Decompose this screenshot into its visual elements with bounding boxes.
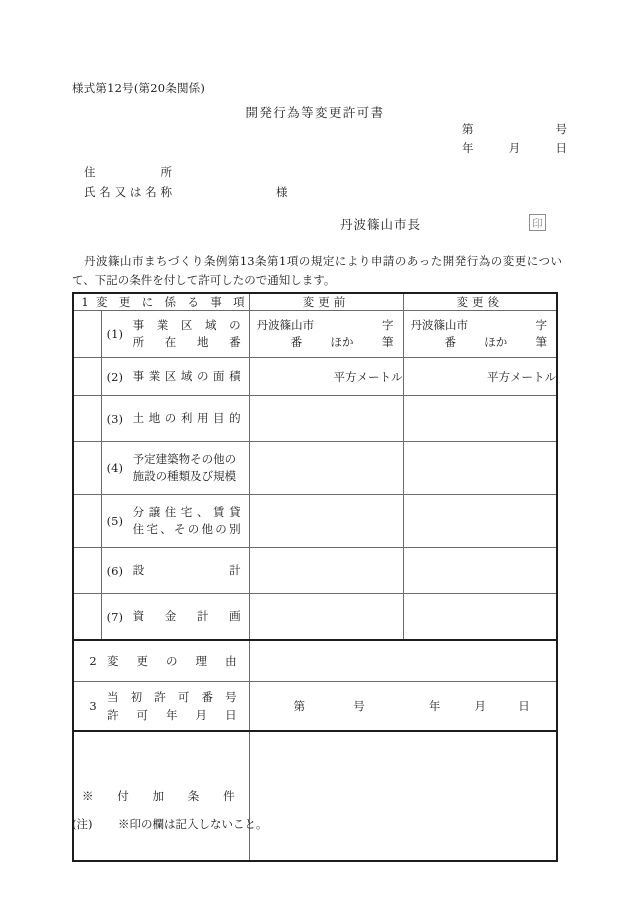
original-permit-no: 3 bbox=[89, 699, 97, 713]
row-gutter bbox=[73, 358, 101, 396]
table-row bbox=[73, 311, 557, 358]
row-gutter bbox=[73, 396, 101, 442]
row-before-cell-1[interactable] bbox=[249, 311, 403, 358]
date-month-label: 月 bbox=[508, 141, 521, 155]
after-hitsu-1: 筆 bbox=[535, 335, 547, 349]
recipient-address-label: 住所 bbox=[84, 165, 172, 179]
row-no-7: (7) bbox=[106, 609, 123, 624]
row-before-cell-6[interactable] bbox=[249, 548, 403, 594]
row-before-cell-7[interactable] bbox=[249, 594, 403, 641]
table-header-row bbox=[73, 293, 557, 311]
row-after-cell-1[interactable] bbox=[403, 311, 557, 358]
table-row bbox=[73, 495, 557, 548]
row-label-4: 予定建築物その他の 施設の種類及び規模 bbox=[132, 452, 237, 483]
row-before-cell-3[interactable] bbox=[249, 396, 403, 442]
table-row-conditions bbox=[73, 731, 557, 861]
row-gutter bbox=[73, 548, 101, 594]
table-row bbox=[73, 548, 557, 594]
row-label-2: 事業区域の面積 bbox=[132, 369, 241, 383]
permit-day-label: 日 bbox=[518, 699, 530, 713]
row-label-3: 土地の利用目的 bbox=[132, 411, 241, 425]
table-row bbox=[73, 396, 557, 442]
row-after-cell-3[interactable] bbox=[403, 396, 557, 442]
row-label-cell-5 bbox=[101, 495, 249, 548]
table-row-original-permit bbox=[73, 682, 557, 732]
page-title: 開発行為等変更許可書 bbox=[245, 105, 385, 120]
original-permit-value-cell[interactable] bbox=[249, 682, 557, 732]
row-label-cell-2 bbox=[101, 358, 249, 396]
conditions-label: ※付加条件 bbox=[82, 789, 235, 803]
row-before-cell-4[interactable] bbox=[249, 442, 403, 495]
table-row-reason bbox=[73, 640, 557, 682]
recipient-honorific: 様 bbox=[276, 185, 288, 199]
row-no-5: (5) bbox=[106, 514, 123, 528]
row-after-cell-5[interactable] bbox=[403, 495, 557, 548]
before-hitsu-1: 筆 bbox=[382, 335, 394, 349]
date-year-label: 年 bbox=[462, 141, 474, 155]
row-no-1: (1) bbox=[106, 327, 123, 341]
row-no-4: (4) bbox=[106, 461, 123, 475]
row-label-cell-3 bbox=[101, 396, 249, 442]
reason-label-cell bbox=[73, 640, 249, 682]
permit-month-label: 月 bbox=[474, 699, 487, 713]
before-ban-1: 番 bbox=[290, 335, 303, 349]
row-no-2: (2) bbox=[106, 369, 123, 384]
permit-number-suffix: 号 bbox=[353, 699, 365, 713]
after-aza-1: 字 bbox=[535, 318, 547, 332]
conditions-value-cell[interactable] bbox=[249, 731, 557, 861]
row-gutter bbox=[73, 495, 101, 548]
header-item-cell bbox=[73, 293, 249, 311]
after-city-1: 丹波篠山市 bbox=[410, 318, 469, 332]
row-gutter bbox=[73, 442, 101, 495]
row-label-cell-1 bbox=[101, 311, 249, 358]
date-day-label: 日 bbox=[555, 141, 567, 155]
permit-number-prefix: 第 bbox=[293, 699, 306, 713]
row-gutter bbox=[73, 594, 101, 641]
header-section-no: 1 bbox=[81, 295, 89, 309]
row-label-7: 資金計画 bbox=[132, 609, 241, 623]
row-no-3: (3) bbox=[106, 411, 123, 426]
before-hoka-1: ほか bbox=[330, 335, 354, 349]
seal-stamp-icon: 印 bbox=[529, 214, 546, 231]
recipient-name-line bbox=[84, 182, 288, 202]
header-before-cell: 変更前 bbox=[249, 293, 403, 311]
intro-paragraph: 丹波篠山市まちづくり条例第13条第1項の規定により申請のあった開発行為の変更について、下記の条件を付して許可したので通知します。 bbox=[72, 254, 562, 287]
footer-note bbox=[72, 816, 268, 832]
reason-label: 変更の理由 bbox=[107, 654, 237, 668]
table-row bbox=[73, 442, 557, 495]
reason-value-cell[interactable] bbox=[249, 640, 557, 682]
row-label-6: 設計 bbox=[132, 563, 241, 577]
reason-no: 2 bbox=[89, 654, 97, 668]
row-label-cell-7 bbox=[101, 594, 249, 641]
issuer-title: 丹波篠山市長 bbox=[340, 217, 422, 232]
row-label-1: 事業区域の 所在地番 bbox=[132, 318, 241, 349]
recipient-name-label: 氏名又は名称 bbox=[84, 185, 172, 199]
row-gutter bbox=[73, 311, 101, 358]
header-item-title: 変更に係る事項 bbox=[96, 295, 245, 309]
header-after-cell: 変更後 bbox=[403, 293, 557, 311]
document-number-suffix: 号 bbox=[555, 122, 567, 136]
row-after-cell-4[interactable] bbox=[403, 442, 557, 495]
recipient-address-line bbox=[84, 162, 172, 182]
original-permit-label-cell bbox=[73, 682, 249, 732]
before-city-1: 丹波篠山市 bbox=[256, 318, 315, 332]
permit-year-label: 年 bbox=[428, 699, 441, 713]
footer-note-text: ※印の欄は記入しないこと。 bbox=[118, 817, 268, 831]
after-ban-1: 番 bbox=[444, 335, 457, 349]
document-date-line bbox=[462, 140, 567, 156]
document-number-line bbox=[462, 121, 567, 137]
row-label-5: 分譲住宅、賃貸 住宅、その他の別 bbox=[132, 505, 241, 536]
table-row bbox=[73, 358, 557, 396]
row-label-cell-6 bbox=[101, 548, 249, 594]
change-permit-table bbox=[72, 292, 558, 862]
row-label-cell-4 bbox=[101, 442, 249, 495]
recipient-block bbox=[84, 162, 288, 202]
row-after-cell-6[interactable] bbox=[403, 548, 557, 594]
row-before-cell-2[interactable]: 平方メートル bbox=[249, 358, 403, 396]
row-after-cell-2[interactable]: 平方メートル bbox=[403, 358, 557, 396]
footer-note-tag: (注) bbox=[72, 817, 93, 831]
conditions-label-cell bbox=[73, 731, 249, 861]
table-row bbox=[73, 594, 557, 641]
original-permit-label: 当初許可番号 許可年月日 bbox=[107, 690, 237, 722]
form-code: 様式第12号(第20条関係) bbox=[72, 81, 206, 95]
row-after-cell-7[interactable] bbox=[403, 594, 557, 641]
before-aza-1: 字 bbox=[382, 318, 394, 332]
row-no-6: (6) bbox=[106, 563, 123, 578]
document-number-prefix: 第 bbox=[462, 122, 474, 136]
row-before-cell-5[interactable] bbox=[249, 495, 403, 548]
after-hoka-1: ほか bbox=[484, 335, 508, 349]
